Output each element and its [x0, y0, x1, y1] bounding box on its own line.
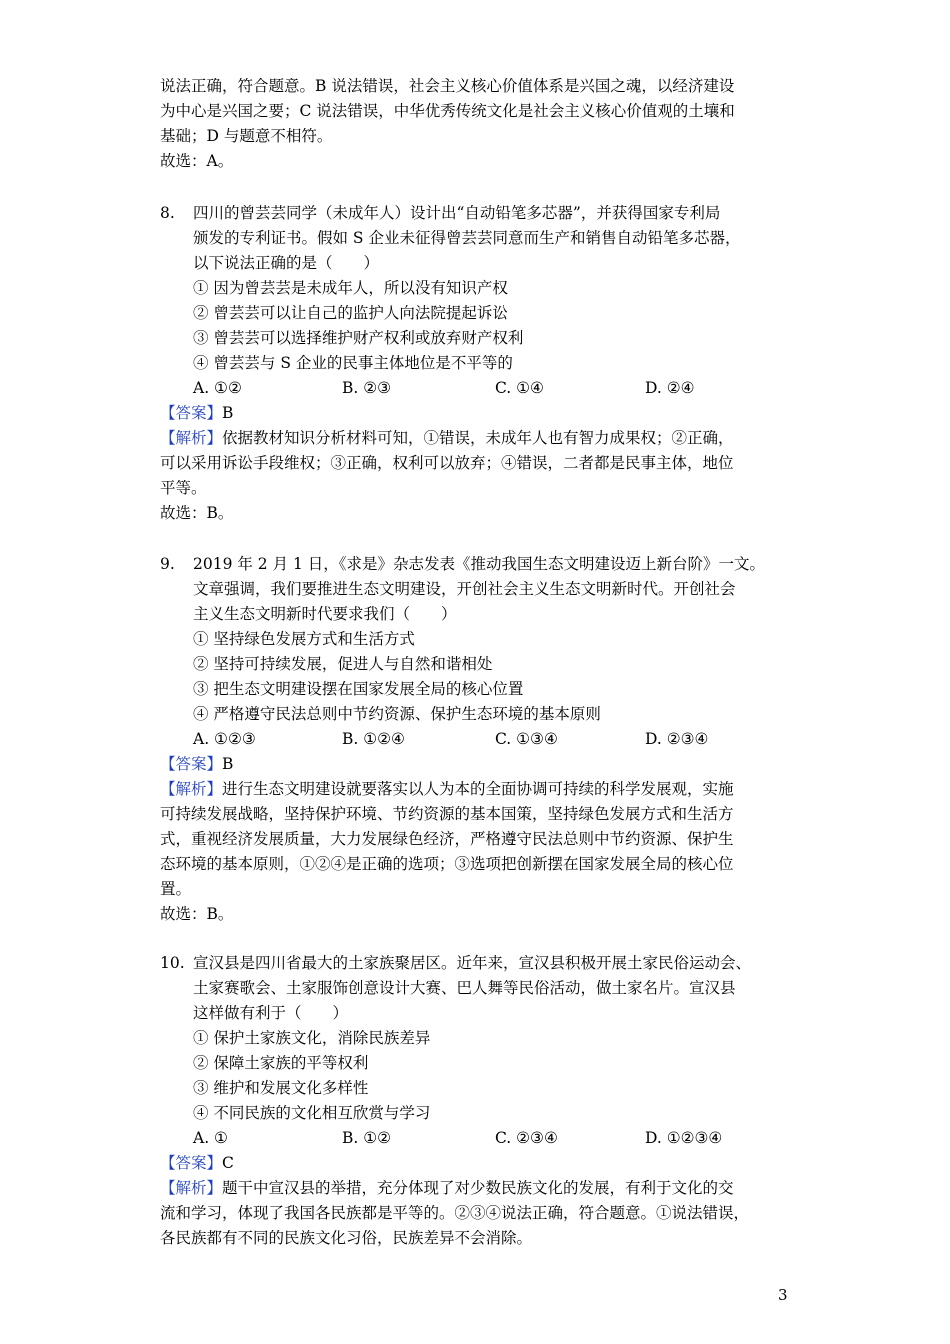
q9-option-b: B. ①②④: [342, 730, 405, 748]
q8-option-d: D. ②④: [645, 379, 695, 397]
q9-statement: ① 坚持绿色发展方式和生活方式: [193, 630, 415, 648]
q9-stem-line: 文章强调，我们要推进生态文明建设，开创社会主义生态文明新时代。开创社会: [193, 580, 736, 598]
q10-statement: ③ 维护和发展文化多样性: [193, 1079, 369, 1097]
q10-analysis-line: 流和学习，体现了我国各民族都是平等的。②③④说法正确，符合题意。①说法错误，: [160, 1204, 750, 1222]
q9-stem-line: 主义生态文明新时代要求我们（ ）: [193, 605, 457, 623]
q8-statement: ④ 曾芸芸与 S 企业的民事主体地位是不平等的: [193, 354, 513, 372]
q10-statement: ④ 不同民族的文化相互欣赏与学习: [193, 1104, 431, 1122]
q9-statement: ④ 严格遵守民法总则中节约资源、保护生态环境的基本原则: [193, 705, 601, 723]
q8-stem-line: 颁发的专利证书。假如 S 企业未征得曾芸芸同意而生产和销售自动铅笔多芯器，: [193, 229, 741, 247]
answer-value: B: [222, 404, 234, 422]
q8-number: 8.: [160, 204, 175, 222]
intro-conclusion: 故选：A。: [160, 152, 234, 170]
q10-stem-line: 宣汉县是四川省最大的土家族聚居区。近年来，宣汉县积极开展土家民俗运动会、: [193, 954, 752, 972]
answer-value: C: [222, 1154, 234, 1172]
q9-answer: [160, 754, 233, 774]
q9-conclusion: 故选：B。: [160, 905, 234, 923]
page-number: 3: [778, 1286, 788, 1304]
answer-tag: 【答案】: [160, 404, 223, 422]
q10-option-d: D. ①②③④: [645, 1129, 723, 1147]
q8-stem-line: 四川的曾芸芸同学（未成年人）设计出“自动铅笔多芯器”，并获得国家专利局: [193, 204, 721, 222]
q8-analysis-line: 可以采用诉讼手段维权；③正确，权利可以放弃；④错误，二者都是民事主体，地位: [160, 454, 734, 472]
q8-statement: ① 因为曾芸芸是未成年人，所以没有知识产权: [193, 279, 508, 297]
analysis-text: 依据教材知识分析材料可知，①错误，未成年人也有智力成果权；②正确，: [222, 429, 734, 447]
answer-tag: 【答案】: [160, 1154, 223, 1172]
q9-option-d: D. ②③④: [645, 730, 709, 748]
answer-value: B: [222, 755, 234, 773]
answer-tag: 【答案】: [160, 755, 223, 773]
analysis-tag: 【解析】: [160, 429, 223, 447]
q10-statement: ② 保障土家族的平等权利: [193, 1054, 369, 1072]
q9-analysis-line: 可持续发展战略，坚持保护环境、节约资源的基本国策，坚持绿色发展方式和生活方: [160, 805, 734, 823]
analysis-text: 题干中宣汉县的举措，充分体现了对少数民族文化的发展，有利于文化的交: [222, 1179, 734, 1197]
analysis-text: 进行生态文明建设就要落实以人为本的全面协调可持续的科学发展观，实施: [222, 780, 734, 798]
q9-statement: ③ 把生态文明建设摆在国家发展全局的核心位置: [193, 680, 524, 698]
q9-option-c: C. ①③④: [495, 730, 558, 748]
q8-statement: ③ 曾芸芸可以选择维护财产权利或放弃财产权利: [193, 329, 524, 347]
q8-analysis-line: [160, 428, 734, 448]
q10-option-c: C. ②③④: [495, 1129, 558, 1147]
q8-stem-line: 以下说法正确的是（ ）: [193, 254, 380, 272]
q10-statement: ① 保护土家族文化，消除民族差异: [193, 1029, 431, 1047]
q8-option-a: A. ①②: [193, 379, 242, 397]
q10-analysis-line: [160, 1178, 734, 1198]
q9-analysis-line: 态环境的基本原则，①②④是正确的选项；③选项把创新摆在国家发展全局的核心位: [160, 855, 734, 873]
intro-line: 说法正确，符合题意。B 说法错误，社会主义核心价值体系是兴国之魂，以经济建设: [160, 77, 735, 95]
q8-conclusion: 故选：B。: [160, 504, 234, 522]
q9-statement: ② 坚持可持续发展，促进人与自然和谐相处: [193, 655, 493, 673]
q8-option-b: B. ②③: [342, 379, 392, 397]
intro-line: 为中心是兴国之要；C 说法错误，中华优秀传统文化是社会主义核心价值观的土壤和: [160, 102, 735, 120]
intro-line: 基础；D 与题意不相符。: [160, 127, 333, 145]
q9-option-a: A. ①②③: [193, 730, 256, 748]
q8-option-c: C. ①④: [495, 379, 544, 397]
q10-analysis-line: 各民族都有不同的民族文化习俗，民族差异不会消除。: [160, 1229, 533, 1247]
analysis-tag: 【解析】: [160, 1179, 223, 1197]
q8-statement: ② 曾芸芸可以让自己的监护人向法院提起诉讼: [193, 304, 508, 322]
analysis-tag: 【解析】: [160, 780, 223, 798]
q10-stem-line: 土家赛歌会、土家服饰创意设计大赛、巴人舞等民俗活动，做土家名片。宣汉县: [193, 979, 736, 997]
q9-analysis-line: 置。: [160, 880, 192, 898]
q10-answer: [160, 1153, 234, 1173]
q9-analysis-line: 式，重视经济发展质量，大力发展绿色经济，严格遵守民法总则中节约资源、保护生: [160, 830, 734, 848]
q10-number: 10.: [160, 954, 185, 972]
q8-analysis-line: 平等。: [160, 479, 207, 497]
q10-option-b: B. ①②: [342, 1129, 392, 1147]
q9-analysis-line: [160, 779, 734, 799]
q8-answer: [160, 403, 233, 423]
q9-stem-line: 2019 年 2 月 1 日，《求是》杂志发表《推动我国生态文明建设迈上新台阶》一文。: [193, 555, 766, 573]
q10-option-a: A. ①: [193, 1129, 228, 1147]
q9-number: 9.: [160, 555, 175, 573]
q10-stem-line: 这样做有利于（ ）: [193, 1004, 349, 1022]
